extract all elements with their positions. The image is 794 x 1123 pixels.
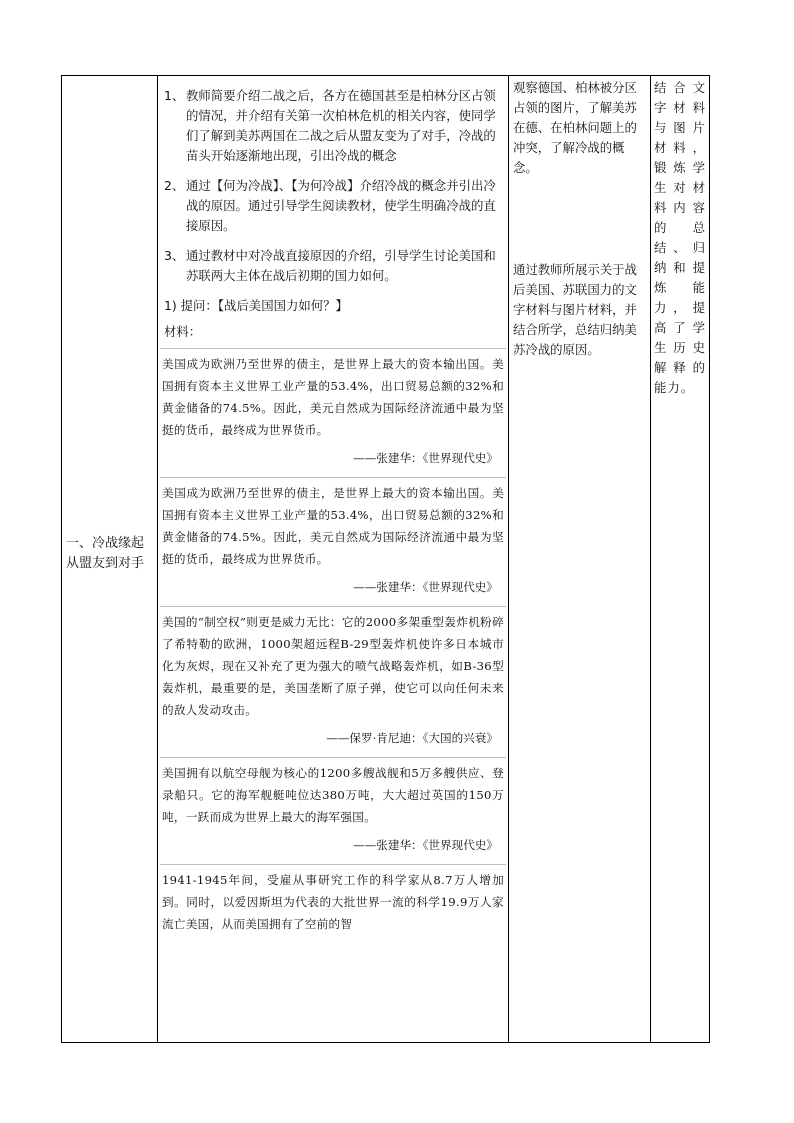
student-activity-text: 通过教师所展示关于战后美国、苏联国力的文字材料与图片材料，并结合所学，总结归纳美苏冷战的原因。 — [513, 262, 637, 357]
quote-source: ——保罗·肯尼迪：《大国的兴衰》 — [326, 731, 498, 745]
activity-number: 3、 — [164, 248, 185, 263]
section-title: 一、冷战缘起从盟友到对手 — [66, 536, 145, 571]
quote-block — [160, 757, 506, 856]
activity-item — [164, 176, 502, 236]
quote-text: 1941-1945年间，受雇从事研究工作的科学家从8.7万人增加到。同时，以爱因斯坦为代表的大批世界一流的科学19.9万人家流亡美国，从而美国拥有了空前的智 — [162, 873, 504, 931]
activity-number: 1、 — [164, 88, 185, 103]
quote-text: 美国拥有以航空母舰为核心的1200多艘战舰和5万多艘供应、登录船只。它的海军舰艇吨位达380万吨，大大超过英国的150万吨，一跃而成为世界上最大的海军强国。 — [162, 766, 504, 824]
quote-source: ——张建华：《世界现代史》 — [353, 580, 498, 594]
activity-item — [164, 246, 502, 286]
student-activity-text: 观察德国、柏林被分区占领的图片，了解美苏在德、在柏林问题上的冲突，了解冷战的概念。 — [513, 80, 637, 175]
activity-item — [164, 86, 502, 166]
quote-source: ——张建华：《世界现代史》 — [353, 451, 498, 465]
lesson-plan-table — [61, 75, 710, 1043]
quote-block — [160, 477, 506, 598]
quote-source: ——张建华：《世界现代史》 — [353, 838, 498, 852]
activity-number: 2、 — [164, 178, 185, 193]
design-intent-cell — [651, 76, 710, 1043]
quote-text: 美国的“制空权”则更是威力无比：它的2000多架重型轰炸机粉碎了希特勒的欧洲，1000架超远程B-29型轰炸机使许多日本城市化为灰烬，现在又补充了更为强大的喷气战略轰炸机，如B-36型轰炸机，最重要的是，美国垄断了原子弹，使它可以向任何未来的敌人发动攻击。 — [162, 615, 504, 717]
section-cell — [62, 76, 158, 1043]
quote-text: 美国成为欧洲乃至世界的债主，是世界上最大的资本输出国。美国拥有资本主义世界工业产量的53.4%，出口贸易总额的32%和黄金储备的74.5%。因此，美元自然成为国际经济流通中最为坚挺的货币，最终成为世界货币。 — [162, 357, 504, 437]
table-row — [62, 76, 710, 1043]
activity-text: 通过教材中对冷战直接原因的介绍，引导学生讨论美国和苏联两大主体在战后初期的国力如何。 — [186, 248, 496, 283]
design-intent-text: 结合文字材料与图片材料，锻炼学生对材料内容的总结、归纳和提炼能力，提高了学生历史解释的能力。 — [654, 80, 706, 395]
activity-text: 教师简要介绍二战之后，各方在德国甚至是柏林分区占领的情况，并介绍有关第一次柏林危机的相关内容，使同学们了解到美苏两国在二战之后从盟友变为了对手，冷战的苗头开始逐渐地出现，引出冷战的概念 — [186, 88, 496, 163]
quote-text: 美国成为欧洲乃至世界的债主，是世界上最大的资本输出国。美国拥有资本主义世界工业产量的53.4%，出口贸易总额的32%和黄金储备的74.5%。因此，美元自然成为国际经济流通中最为坚挺的货币，最终成为世界货币。 — [162, 486, 504, 566]
question-prompt: 1) 提问：【战后美国国力如何？】 — [164, 298, 348, 313]
teacher-activity-cell — [158, 76, 509, 1043]
material-label: 材料： — [164, 324, 202, 339]
quote-block — [160, 864, 506, 935]
quote-block — [160, 348, 506, 469]
quote-block — [160, 606, 506, 749]
activity-text: 通过【何为冷战】、【为何冷战】介绍冷战的概念并引出冷战的原因。通过引导学生阅读教材，使学生明确冷战的直接原因。 — [186, 178, 496, 233]
student-activity-cell — [509, 76, 651, 1043]
